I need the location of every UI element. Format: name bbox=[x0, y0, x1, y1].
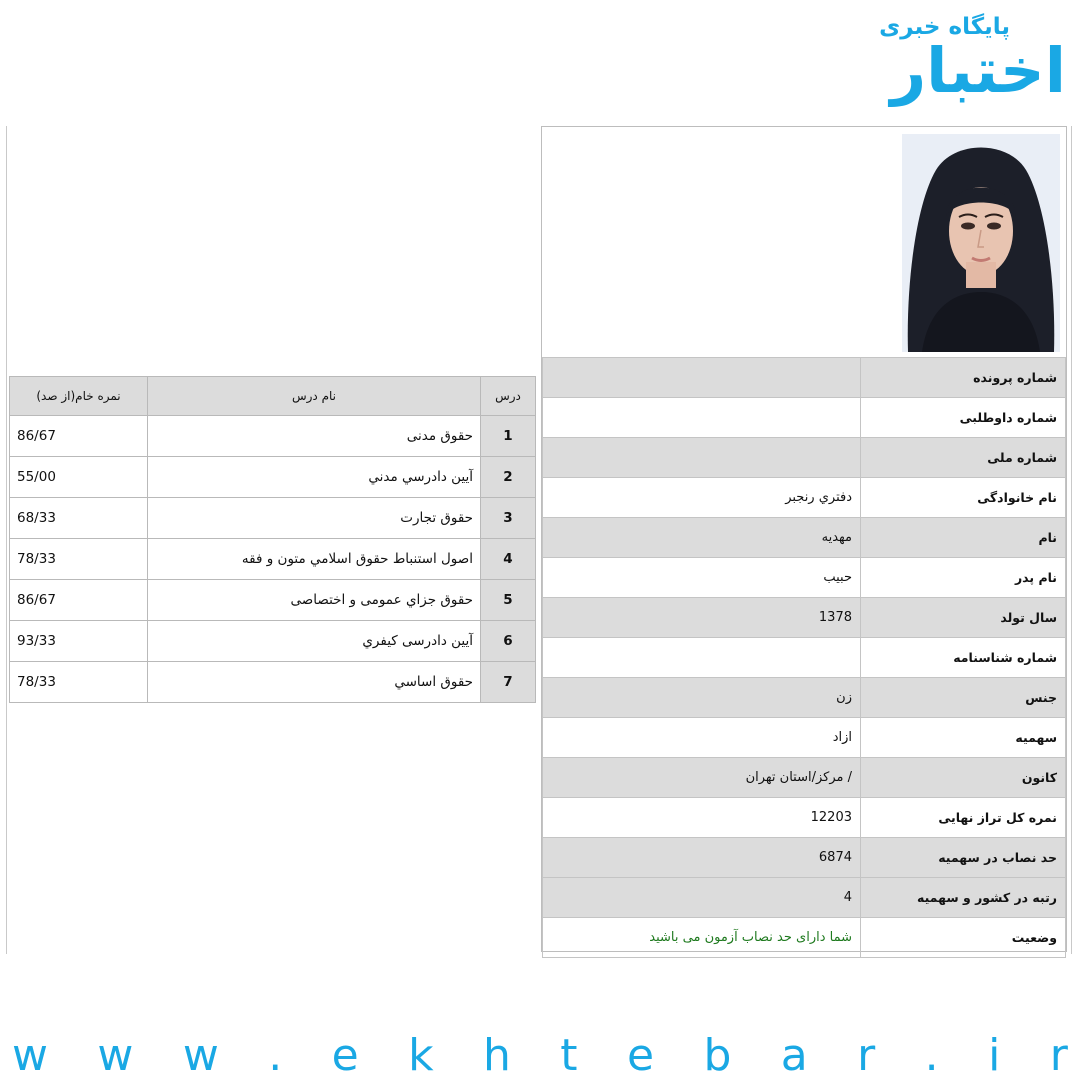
course-score: 86/67 bbox=[10, 416, 148, 457]
footer-url-char: t bbox=[560, 1029, 578, 1081]
footer-url-char: w bbox=[12, 1029, 48, 1081]
info-label: جنس bbox=[861, 678, 1066, 718]
footer-url[interactable] bbox=[0, 1030, 1080, 1080]
footer-url-char: r bbox=[857, 1029, 876, 1081]
table-row bbox=[10, 621, 536, 662]
info-row bbox=[543, 478, 1066, 518]
table-row bbox=[10, 580, 536, 621]
logo-name: اختبار bbox=[890, 34, 1066, 107]
info-value: زن bbox=[543, 678, 861, 718]
course-score: 86/67 bbox=[10, 580, 148, 621]
info-value: 4 bbox=[543, 878, 861, 918]
info-label: شماره شناسنامه bbox=[861, 638, 1066, 678]
info-label: نام پدر bbox=[861, 558, 1066, 598]
info-row bbox=[543, 398, 1066, 438]
course-score: 93/33 bbox=[10, 621, 148, 662]
course-number: 3 bbox=[481, 498, 536, 539]
table-row bbox=[10, 457, 536, 498]
course-name: حقوق اساسي bbox=[148, 662, 481, 703]
info-label: وضعیت bbox=[861, 918, 1066, 958]
info-row bbox=[543, 718, 1066, 758]
info-row bbox=[543, 878, 1066, 918]
course-name: حقوق تجارت bbox=[148, 498, 481, 539]
info-row bbox=[543, 518, 1066, 558]
footer-url-char: e bbox=[331, 1029, 359, 1081]
table-row bbox=[10, 539, 536, 580]
info-value bbox=[543, 638, 861, 678]
info-row bbox=[543, 598, 1066, 638]
course-score: 78/33 bbox=[10, 539, 148, 580]
info-label: شماره پرونده bbox=[861, 358, 1066, 398]
column-header-name: نام درس bbox=[148, 377, 481, 416]
info-value: مهديه bbox=[543, 518, 861, 558]
info-label: کانون bbox=[861, 758, 1066, 798]
info-label: حد نصاب در سهمیه bbox=[861, 838, 1066, 878]
info-label: شماره داوطلبی bbox=[861, 398, 1066, 438]
course-score: 55/00 bbox=[10, 457, 148, 498]
table-row bbox=[10, 498, 536, 539]
footer-url-char: b bbox=[703, 1029, 732, 1081]
course-number: 5 bbox=[481, 580, 536, 621]
course-score: 68/33 bbox=[10, 498, 148, 539]
info-row bbox=[543, 558, 1066, 598]
course-name: حقوق مدنی bbox=[148, 416, 481, 457]
course-name: آيين دادرسی کيفري bbox=[148, 621, 481, 662]
info-label: نمره کل تراز نهایی bbox=[861, 798, 1066, 838]
footer-url-char: w bbox=[182, 1029, 219, 1081]
info-row bbox=[543, 918, 1066, 958]
logo-subtitle: پایگاه خبری bbox=[879, 14, 1010, 40]
right-border-line bbox=[1071, 126, 1072, 954]
course-number: 6 bbox=[481, 621, 536, 662]
column-header-number: درس bbox=[481, 377, 536, 416]
footer-url-char: i bbox=[988, 1029, 1001, 1081]
candidate-card bbox=[541, 126, 1067, 952]
info-value bbox=[543, 358, 861, 398]
info-value: 1378 bbox=[543, 598, 861, 638]
table-row bbox=[10, 416, 536, 457]
course-score: 78/33 bbox=[10, 662, 148, 703]
info-value bbox=[543, 398, 861, 438]
grades-table bbox=[9, 376, 536, 703]
footer-url-char: h bbox=[483, 1029, 511, 1081]
info-row bbox=[543, 798, 1066, 838]
info-value: / مرکز/استان تهران bbox=[543, 758, 861, 798]
info-label: شماره ملی bbox=[861, 438, 1066, 478]
course-name: آيين دادرسي مدني bbox=[148, 457, 481, 498]
status-text: شما دارای حد نصاب آزمون می باشید bbox=[543, 918, 861, 958]
course-number: 2 bbox=[481, 457, 536, 498]
course-name: اصول استنباط حقوق اسلامي متون و فقه bbox=[148, 539, 481, 580]
site-logo[interactable] bbox=[866, 14, 1066, 132]
grades-header-row bbox=[10, 377, 536, 416]
candidate-photo bbox=[902, 134, 1060, 352]
footer-url-char: . bbox=[268, 1029, 283, 1081]
course-name: حقوق جزاي عمومی و اختصاصی bbox=[148, 580, 481, 621]
footer-url-char: k bbox=[408, 1029, 434, 1081]
info-value: دفتري رنجبر bbox=[543, 478, 861, 518]
column-header-score: نمره خام(از صد) bbox=[10, 377, 148, 416]
left-border-line bbox=[6, 126, 7, 954]
info-row bbox=[543, 638, 1066, 678]
footer-url-char: . bbox=[924, 1029, 939, 1081]
table-row bbox=[10, 662, 536, 703]
info-value: ازاد bbox=[543, 718, 861, 758]
info-value: حبيب bbox=[543, 558, 861, 598]
info-row bbox=[543, 758, 1066, 798]
course-number: 7 bbox=[481, 662, 536, 703]
footer-url-char: e bbox=[626, 1029, 655, 1081]
info-label: رتبه در کشور و سهمیه bbox=[861, 878, 1066, 918]
info-row bbox=[543, 678, 1066, 718]
candidate-info-table bbox=[542, 357, 1066, 958]
portrait-illustration bbox=[902, 134, 1060, 352]
info-value bbox=[543, 438, 861, 478]
info-label: سال تولد bbox=[861, 598, 1066, 638]
footer-url-char: w bbox=[97, 1029, 134, 1081]
course-number: 1 bbox=[481, 416, 536, 457]
course-number: 4 bbox=[481, 539, 536, 580]
info-label: سهمیه bbox=[861, 718, 1066, 758]
info-label: نام bbox=[861, 518, 1066, 558]
info-value: 12203 bbox=[543, 798, 861, 838]
footer-url-char: a bbox=[780, 1029, 808, 1081]
footer-url-char: r bbox=[1049, 1029, 1068, 1081]
info-row bbox=[543, 358, 1066, 398]
info-row bbox=[543, 438, 1066, 478]
info-label: نام خانوادگی bbox=[861, 478, 1066, 518]
info-row bbox=[543, 838, 1066, 878]
info-value: 6874 bbox=[543, 838, 861, 878]
